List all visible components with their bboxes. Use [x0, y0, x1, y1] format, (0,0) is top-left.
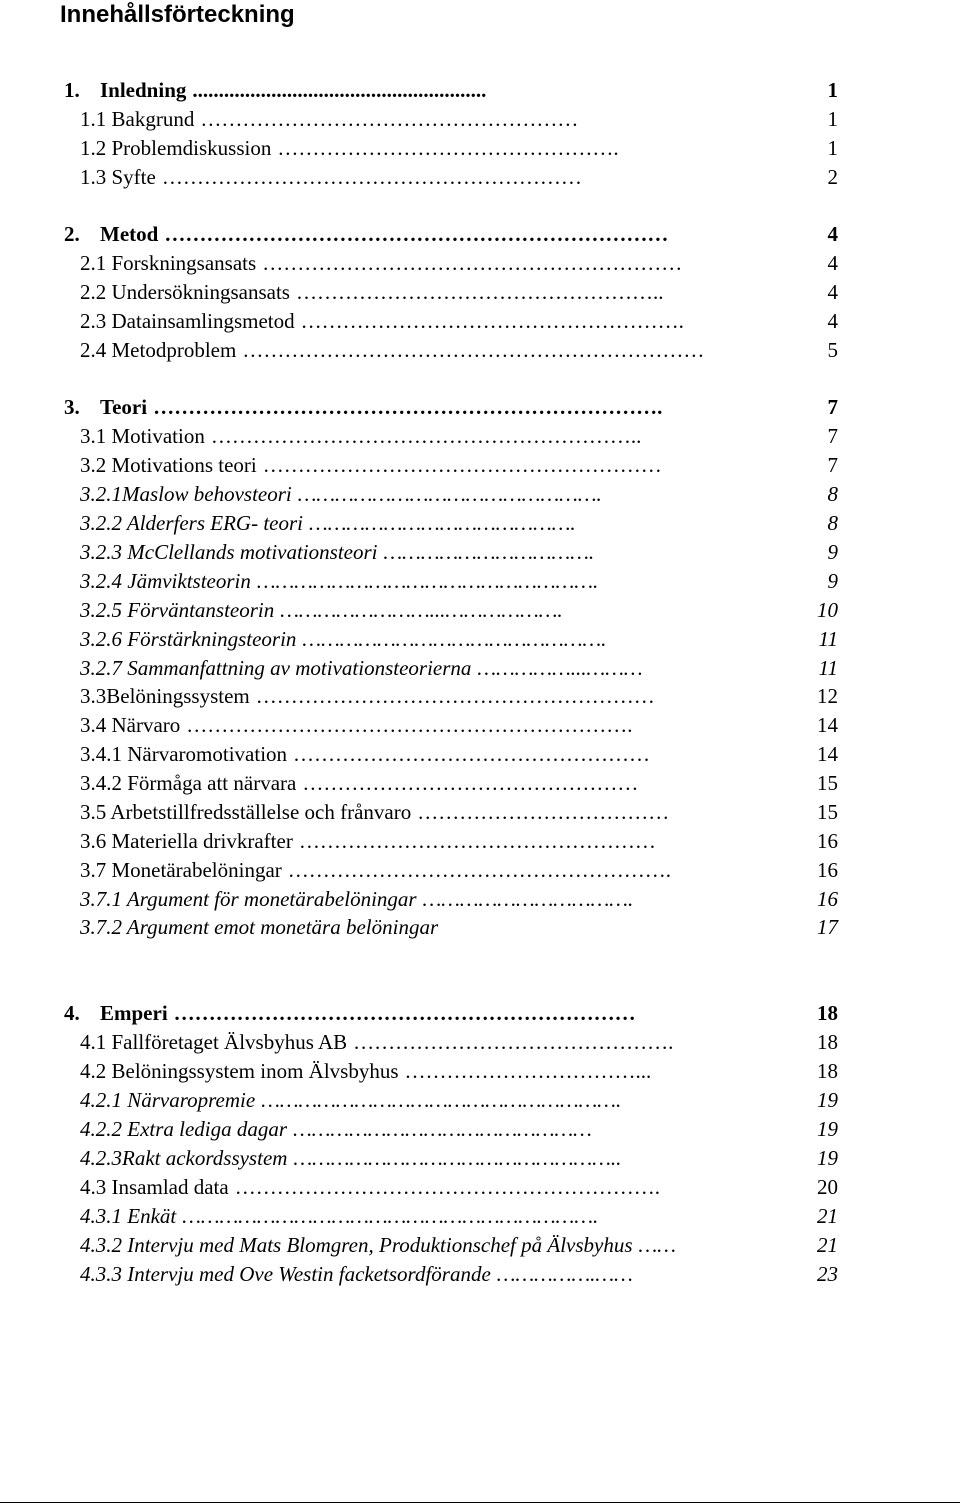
toc-chapter-entry[interactable] [64, 76, 838, 105]
toc-page-number: 14 [817, 713, 838, 737]
toc-page-number: 8 [827, 482, 838, 506]
toc-entry[interactable] [80, 105, 838, 134]
toc-entry[interactable] [80, 1028, 838, 1057]
toc-chapter-entry[interactable] [64, 999, 838, 1028]
toc-dot-leader: ………………………………………………. [287, 858, 672, 882]
toc-page-number: 4 [827, 309, 838, 333]
toc-dot-leader: …………….…… [496, 1262, 633, 1286]
toc-page-number: 1 [827, 78, 838, 102]
toc-dot-leader: ……………………………... [404, 1059, 652, 1083]
toc-entry[interactable] [80, 885, 838, 914]
toc-entry-title: 2.3 Datainsamlingsmetod [80, 309, 295, 333]
toc-dot-leader: …………………………………………………….. [210, 424, 642, 448]
toc-page-number: 1 [827, 107, 838, 131]
toc-entry[interactable] [80, 480, 838, 509]
toc-entry[interactable] [80, 798, 838, 827]
toc-entry-title: 3.4.2 Förmåga att närvara [80, 771, 297, 795]
toc-entry-title: 1.3 Syfte [80, 165, 156, 189]
toc-page-number: 21 [817, 1204, 838, 1228]
toc-chapter-number: 3. [64, 395, 80, 419]
toc-dot-leader: ………………………………………. [353, 1030, 674, 1054]
footer-divider [0, 1502, 960, 1503]
toc-page-number: 9 [827, 540, 838, 564]
toc-dot-leader: ……………………………………. [309, 511, 576, 535]
toc-entry-title: 3.2.1Maslow behovsteori [80, 482, 292, 506]
page-title: Innehållsförteckning [60, 1, 295, 28]
toc-entry[interactable] [80, 769, 838, 798]
toc-dot-leader: ……………………………………………… [200, 107, 579, 131]
toc-dot-leader: ………………………………………………. [256, 569, 599, 593]
toc-page-number: 10 [817, 598, 838, 622]
toc-entry[interactable] [80, 654, 838, 683]
toc-page-number: 18 [817, 1030, 838, 1054]
toc-entry-title [64, 393, 147, 422]
toc-entry-title: 3.2.7 Sammanfattning av motivationsteorierna [80, 656, 472, 680]
toc-entry[interactable] [80, 625, 838, 654]
toc-dot-leader: …………………………………………… [298, 829, 656, 853]
toc-entry[interactable] [80, 1086, 838, 1115]
toc-dot-leader: ………………………………………………………… [173, 1001, 636, 1025]
toc-entry[interactable] [80, 163, 838, 192]
toc-entry-title: 4.3 Insamlad data [80, 1175, 229, 1199]
toc-entry-title: 1.1 Bakgrund [80, 107, 195, 131]
toc-entry-title [64, 220, 158, 249]
toc-entry-title: 2.1 Forskningsansats [80, 251, 257, 275]
toc-entry-title: 3.4 Närvaro [80, 713, 181, 737]
toc-entry[interactable] [80, 509, 838, 538]
toc-dot-leader: ………………………………………………… [262, 453, 662, 477]
toc-entry-title: 4.3.3 Intervju med Ove Westin facketsordförande [80, 1262, 491, 1286]
toc-entry-title: 4.1 Fallföretaget Älvsbyhus AB [80, 1030, 348, 1054]
toc-dot-leader: …… [638, 1233, 676, 1257]
toc-page-number: 1 [827, 136, 838, 160]
toc-page-number: 18 [817, 1001, 838, 1025]
toc-entry[interactable] [80, 711, 838, 740]
toc-entry[interactable] [80, 451, 838, 480]
toc-chapter-title: Teori [100, 395, 148, 419]
toc-chapter-number: 1. [64, 78, 80, 102]
toc-entry-title: 4.3.2 Intervju med Mats Blomgren, Produktionschef på Älvsbyhus [80, 1233, 633, 1257]
toc-page-number: 8 [827, 511, 838, 535]
toc-page-number: 7 [827, 424, 838, 448]
toc-entry[interactable] [80, 567, 838, 596]
toc-chapter-number: 4. [64, 1001, 80, 1025]
toc-dot-leader: …………………………………………………………. [182, 1204, 599, 1228]
toc-entry-title: 3.2.2 Alderfers ERG- teori [80, 511, 304, 535]
toc-dot-leader: ………………………………………… [302, 771, 639, 795]
toc-entry-title: 3.2 Motivations teori [80, 453, 257, 477]
toc-entry-title [64, 76, 186, 105]
toc-dot-leader: …………………………………………… [293, 742, 651, 766]
toc-page-number: 11 [818, 656, 838, 680]
toc-page-number: 19 [817, 1146, 838, 1170]
toc-dot-leader: ………………………………………………………. [186, 713, 633, 737]
toc-dot-leader: …………………………………………….. [293, 1146, 622, 1170]
toc-entry[interactable] [80, 1144, 838, 1173]
toc-dot-leader: …………………………………………………. [261, 1088, 622, 1112]
toc-dot-leader: ………………………………………………. [300, 309, 684, 333]
toc-page-number: 4 [827, 280, 838, 304]
toc-page-number: 2 [827, 165, 838, 189]
toc-entry-title: 1.2 Problemdiskussion [80, 136, 272, 160]
toc-entry-title: 2.2 Undersökningsansats [80, 280, 290, 304]
toc-chapter-title: Metod [100, 222, 159, 246]
toc-page-number: 16 [817, 829, 838, 853]
toc-entry-title: 3.2.5 Förväntansteorin [80, 598, 275, 622]
toc-page-number: 19 [817, 1088, 838, 1112]
toc-entry-title: 3.6 Materiella drivkrafter [80, 829, 293, 853]
toc-entry[interactable] [80, 856, 838, 885]
toc-entry[interactable] [80, 336, 838, 365]
toc-chapter-number: 2. [64, 222, 80, 246]
toc-chapter-title: Emperi [100, 1001, 168, 1025]
toc-entry-title: 2.4 Metodproblem [80, 338, 237, 362]
toc-entry[interactable] [80, 307, 838, 336]
toc-page-number: 12 [817, 684, 838, 708]
toc-entry-title: 3.7 Monetärabelöningar [80, 858, 282, 882]
toc-chapter-entry[interactable] [64, 220, 838, 249]
toc-entry[interactable] [80, 1231, 838, 1260]
toc-page-number: 4 [827, 222, 838, 246]
toc-entry[interactable] [80, 134, 838, 163]
toc-entry-title: 4.2.2 Extra lediga dagar [80, 1117, 288, 1141]
toc-page-number: 16 [817, 858, 838, 882]
toc-dot-leader: ………………………………………… [293, 1117, 592, 1141]
toc-page-number: 14 [817, 742, 838, 766]
toc-dot-leader: …………………………………………. [302, 627, 607, 651]
toc-entry[interactable] [80, 827, 838, 856]
toc-entry[interactable] [80, 682, 838, 711]
toc-entry-title: 4.3.1 Enkät [80, 1204, 177, 1228]
toc-entry-title: 3.2.3 McClellands motivationsteori [80, 540, 378, 564]
toc-dot-leader: …………………………………………………… [161, 165, 582, 189]
toc-entry-title: 3.7.2 Argument emot monetära belöningar [80, 915, 439, 939]
toc-page-number: 23 [817, 1262, 838, 1286]
toc-page-number: 9 [827, 569, 838, 593]
toc-entry[interactable] [80, 278, 838, 307]
toc-page-number: 15 [817, 771, 838, 795]
toc-entry[interactable] [80, 1260, 838, 1289]
toc-entry[interactable] [80, 538, 838, 567]
toc-page-number: 11 [818, 627, 838, 651]
toc-dot-leader: ……………………………………………………………… [164, 222, 669, 246]
toc-entry-title: 4.2.3Rakt ackordssystem [80, 1146, 288, 1170]
toc-dot-leader: …………………………………………. [297, 482, 602, 506]
toc-entry-title: 3.3Belöningssystem [80, 684, 250, 708]
toc-entry[interactable] [80, 740, 838, 769]
toc-entry-title: 3.1 Motivation [80, 424, 205, 448]
toc-dot-leader: …………………………………………………… [262, 251, 683, 275]
toc-dot-leader: …………………………………………. [277, 136, 619, 160]
toc-entry-title [64, 999, 168, 1028]
toc-dot-leader: ……………………………………………………. [234, 1175, 660, 1199]
toc-page-number: 21 [817, 1233, 838, 1257]
toc-page-number: 20 [817, 1175, 838, 1199]
toc-entry-title: 4.2.1 Närvaropremie [80, 1088, 256, 1112]
toc-page-number: 7 [827, 453, 838, 477]
toc-entry-title: 3.7.1 Argument för monetärabelöningar [80, 887, 417, 911]
toc-page-number: 16 [817, 887, 838, 911]
toc-entry-title: 4.2 Belöningssystem inom Älvsbyhus [80, 1059, 399, 1083]
toc-entry[interactable] [80, 1115, 838, 1144]
toc-page-number: 4 [827, 251, 838, 275]
toc-dot-leader: ………………………………………………… [255, 684, 655, 708]
toc-dot-leader: ………………………………………………………… [242, 338, 705, 362]
toc-page-number: 17 [817, 915, 838, 939]
toc-page-number: 7 [827, 395, 838, 419]
toc-entry[interactable] [80, 913, 838, 942]
toc-dot-leader: ........................................................ [192, 78, 487, 102]
toc-page-number: 5 [827, 338, 838, 362]
toc-entry[interactable] [80, 249, 838, 278]
toc-page-number: 19 [817, 1117, 838, 1141]
toc-entry-title: 3.4.1 Närvaromotivation [80, 742, 288, 766]
toc-dot-leader: ……………………………. [422, 887, 634, 911]
toc-chapter-title: Inledning [100, 78, 187, 102]
toc-entry-title: 3.2.4 Jämviktsteorin [80, 569, 251, 593]
toc-entry[interactable] [80, 422, 838, 451]
toc-entry[interactable] [80, 596, 838, 625]
toc-entry[interactable] [80, 1202, 838, 1231]
toc-entry[interactable] [80, 1173, 838, 1202]
toc-page-number: 15 [817, 800, 838, 824]
toc-entry[interactable] [80, 1057, 838, 1086]
toc-dot-leader: ……………………………. [383, 540, 595, 564]
toc-dot-leader: ……………………………… [417, 800, 670, 824]
toc-page-number: 18 [817, 1059, 838, 1083]
toc-entry-title: 3.2.6 Förstärkningsteorin [80, 627, 297, 651]
toc-dot-leader: ……………...……… [477, 656, 643, 680]
toc-dot-leader: ……………………...………………. [280, 598, 563, 622]
toc-chapter-entry[interactable] [64, 393, 838, 422]
toc-dot-leader: ………………………………………………………………. [153, 395, 663, 419]
toc-dot-leader: …………………………………………….. [295, 280, 664, 304]
toc-entry-title: 3.5 Arbetstillfredsställelse och frånvaro [80, 800, 412, 824]
